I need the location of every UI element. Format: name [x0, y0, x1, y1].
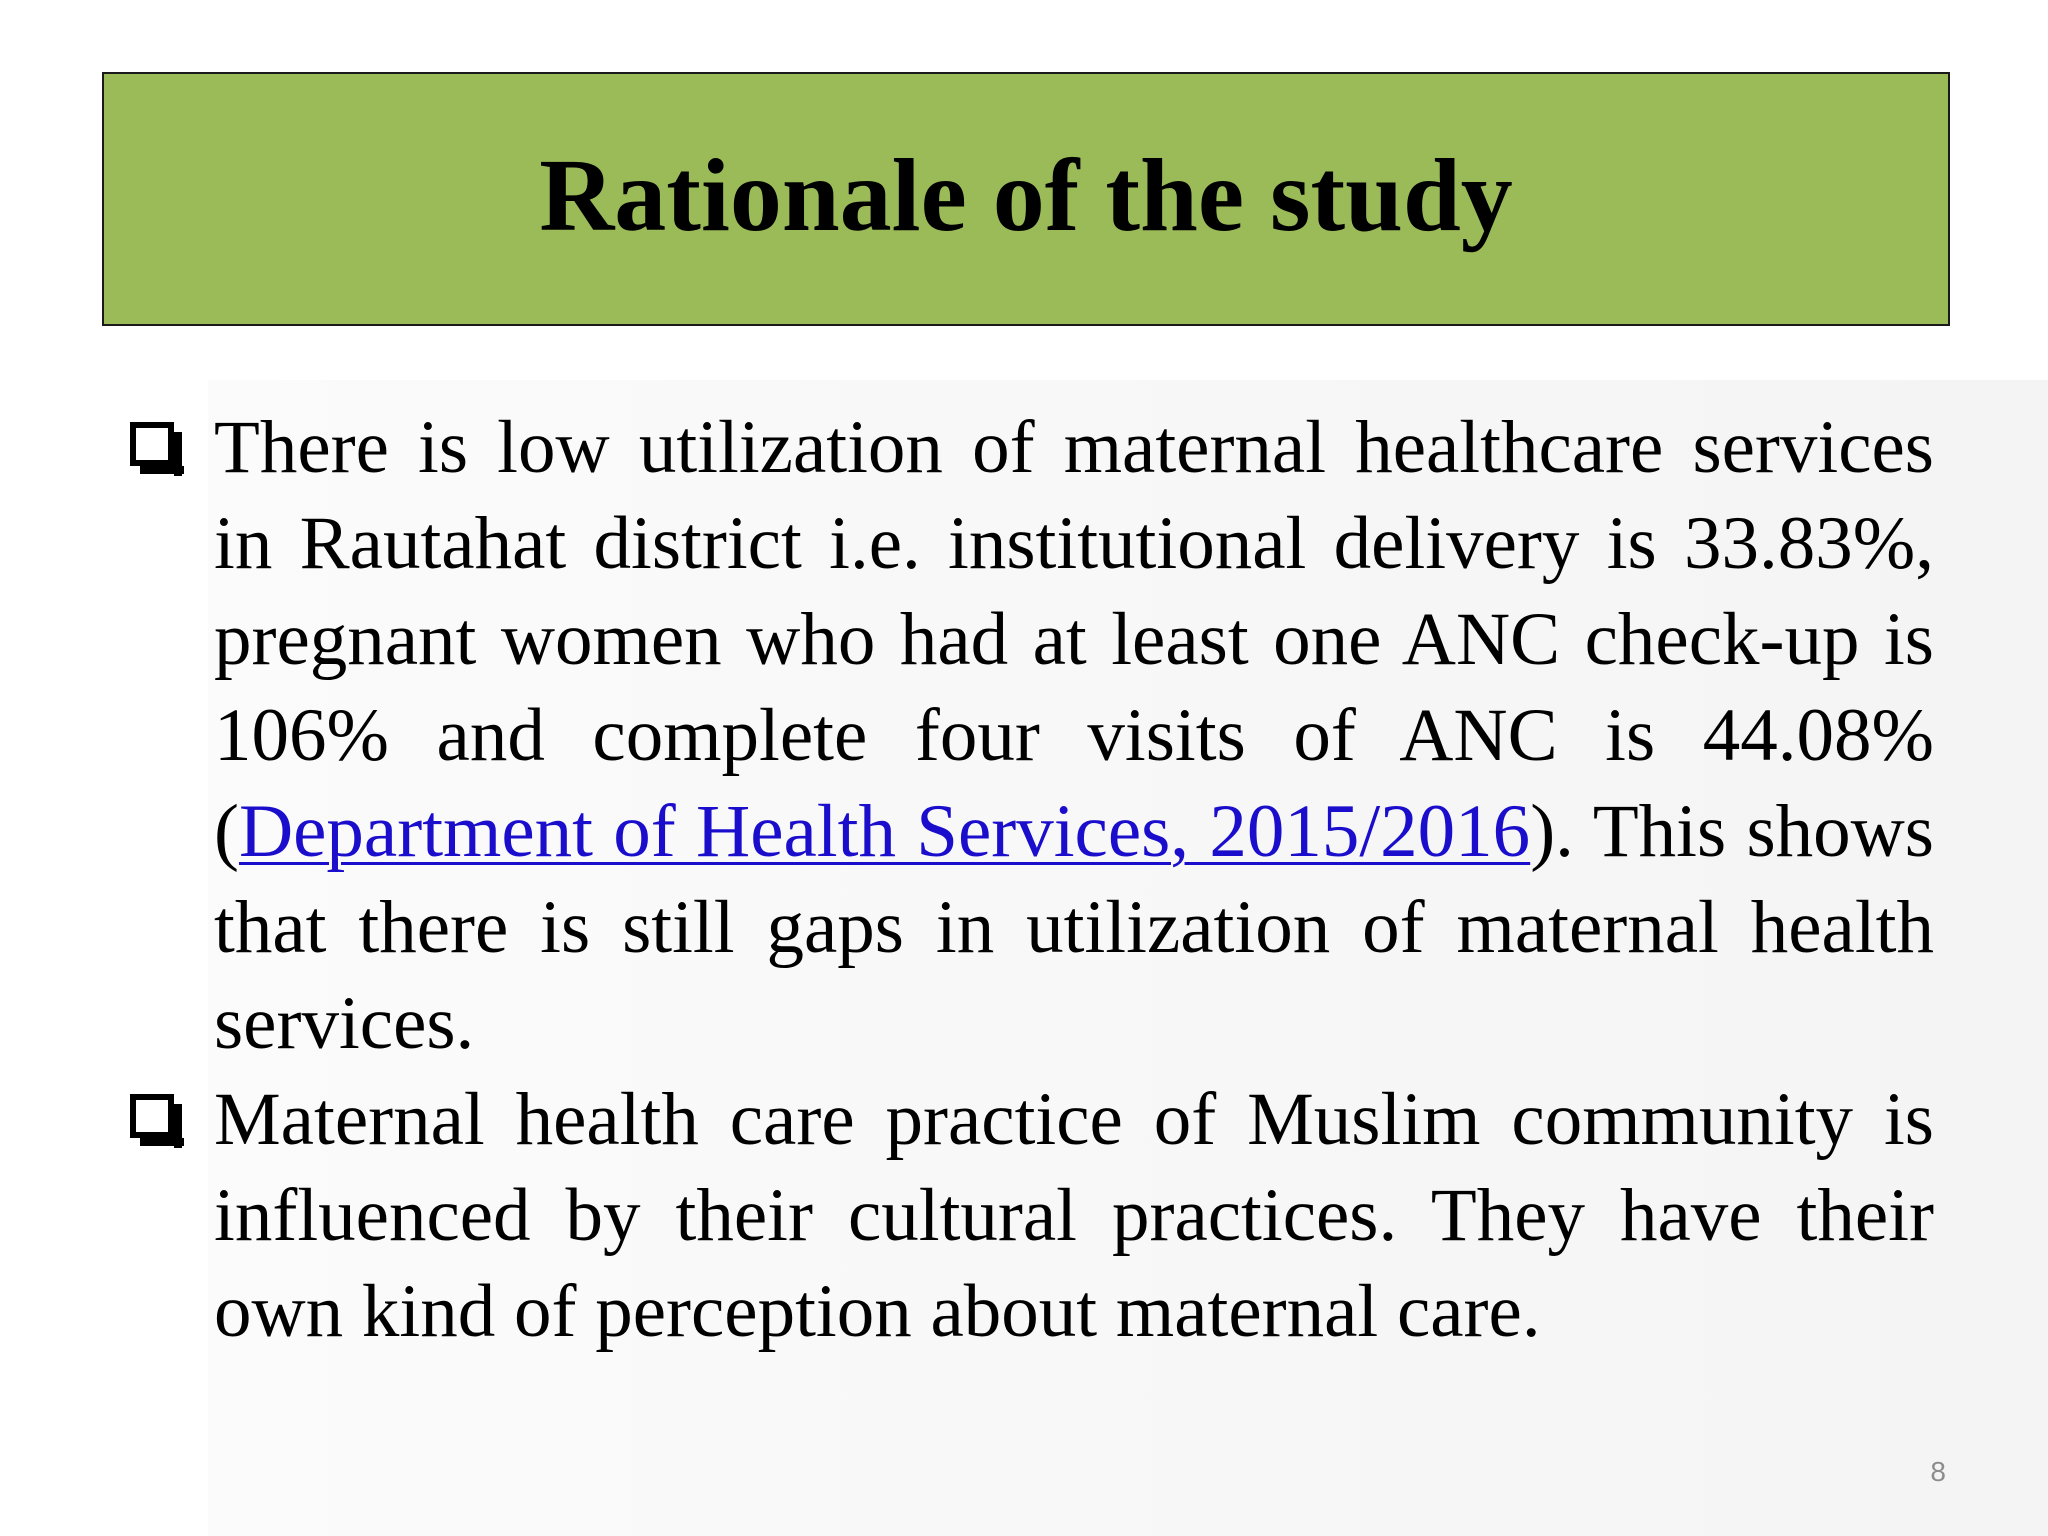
checkbox-square-icon: [130, 1094, 174, 1138]
title-banner: [102, 72, 1950, 326]
bullet-text-part-1: There is low utilization of maternal healthcare services in Rautahat district i.e. institutional delivery is 33.83%, pregnant women who had at least one ANC check-up is 106% and complete four visits of ANC is 44.08% (: [214, 406, 1934, 873]
checkbox-square-icon: [130, 422, 174, 466]
bullet-text: Maternal health care practice of Muslim community is influenced by their cultural practices. They have their own kind of perception about maternal care.: [214, 1078, 1934, 1353]
citation-link[interactable]: Department of Health Services, 2015/2016: [238, 790, 1531, 873]
bullet-text-part-2: ). This shows that there is still gaps in utilization of maternal health services.: [214, 790, 1934, 1065]
bullet-item-cultural-practice: [130, 1072, 1934, 1360]
bullet-list: [130, 400, 1934, 1360]
slide-title: Rationale of the study: [539, 138, 1513, 253]
page-number: 8: [1930, 1456, 1946, 1487]
bullet-item-utilization: [130, 400, 1934, 1072]
